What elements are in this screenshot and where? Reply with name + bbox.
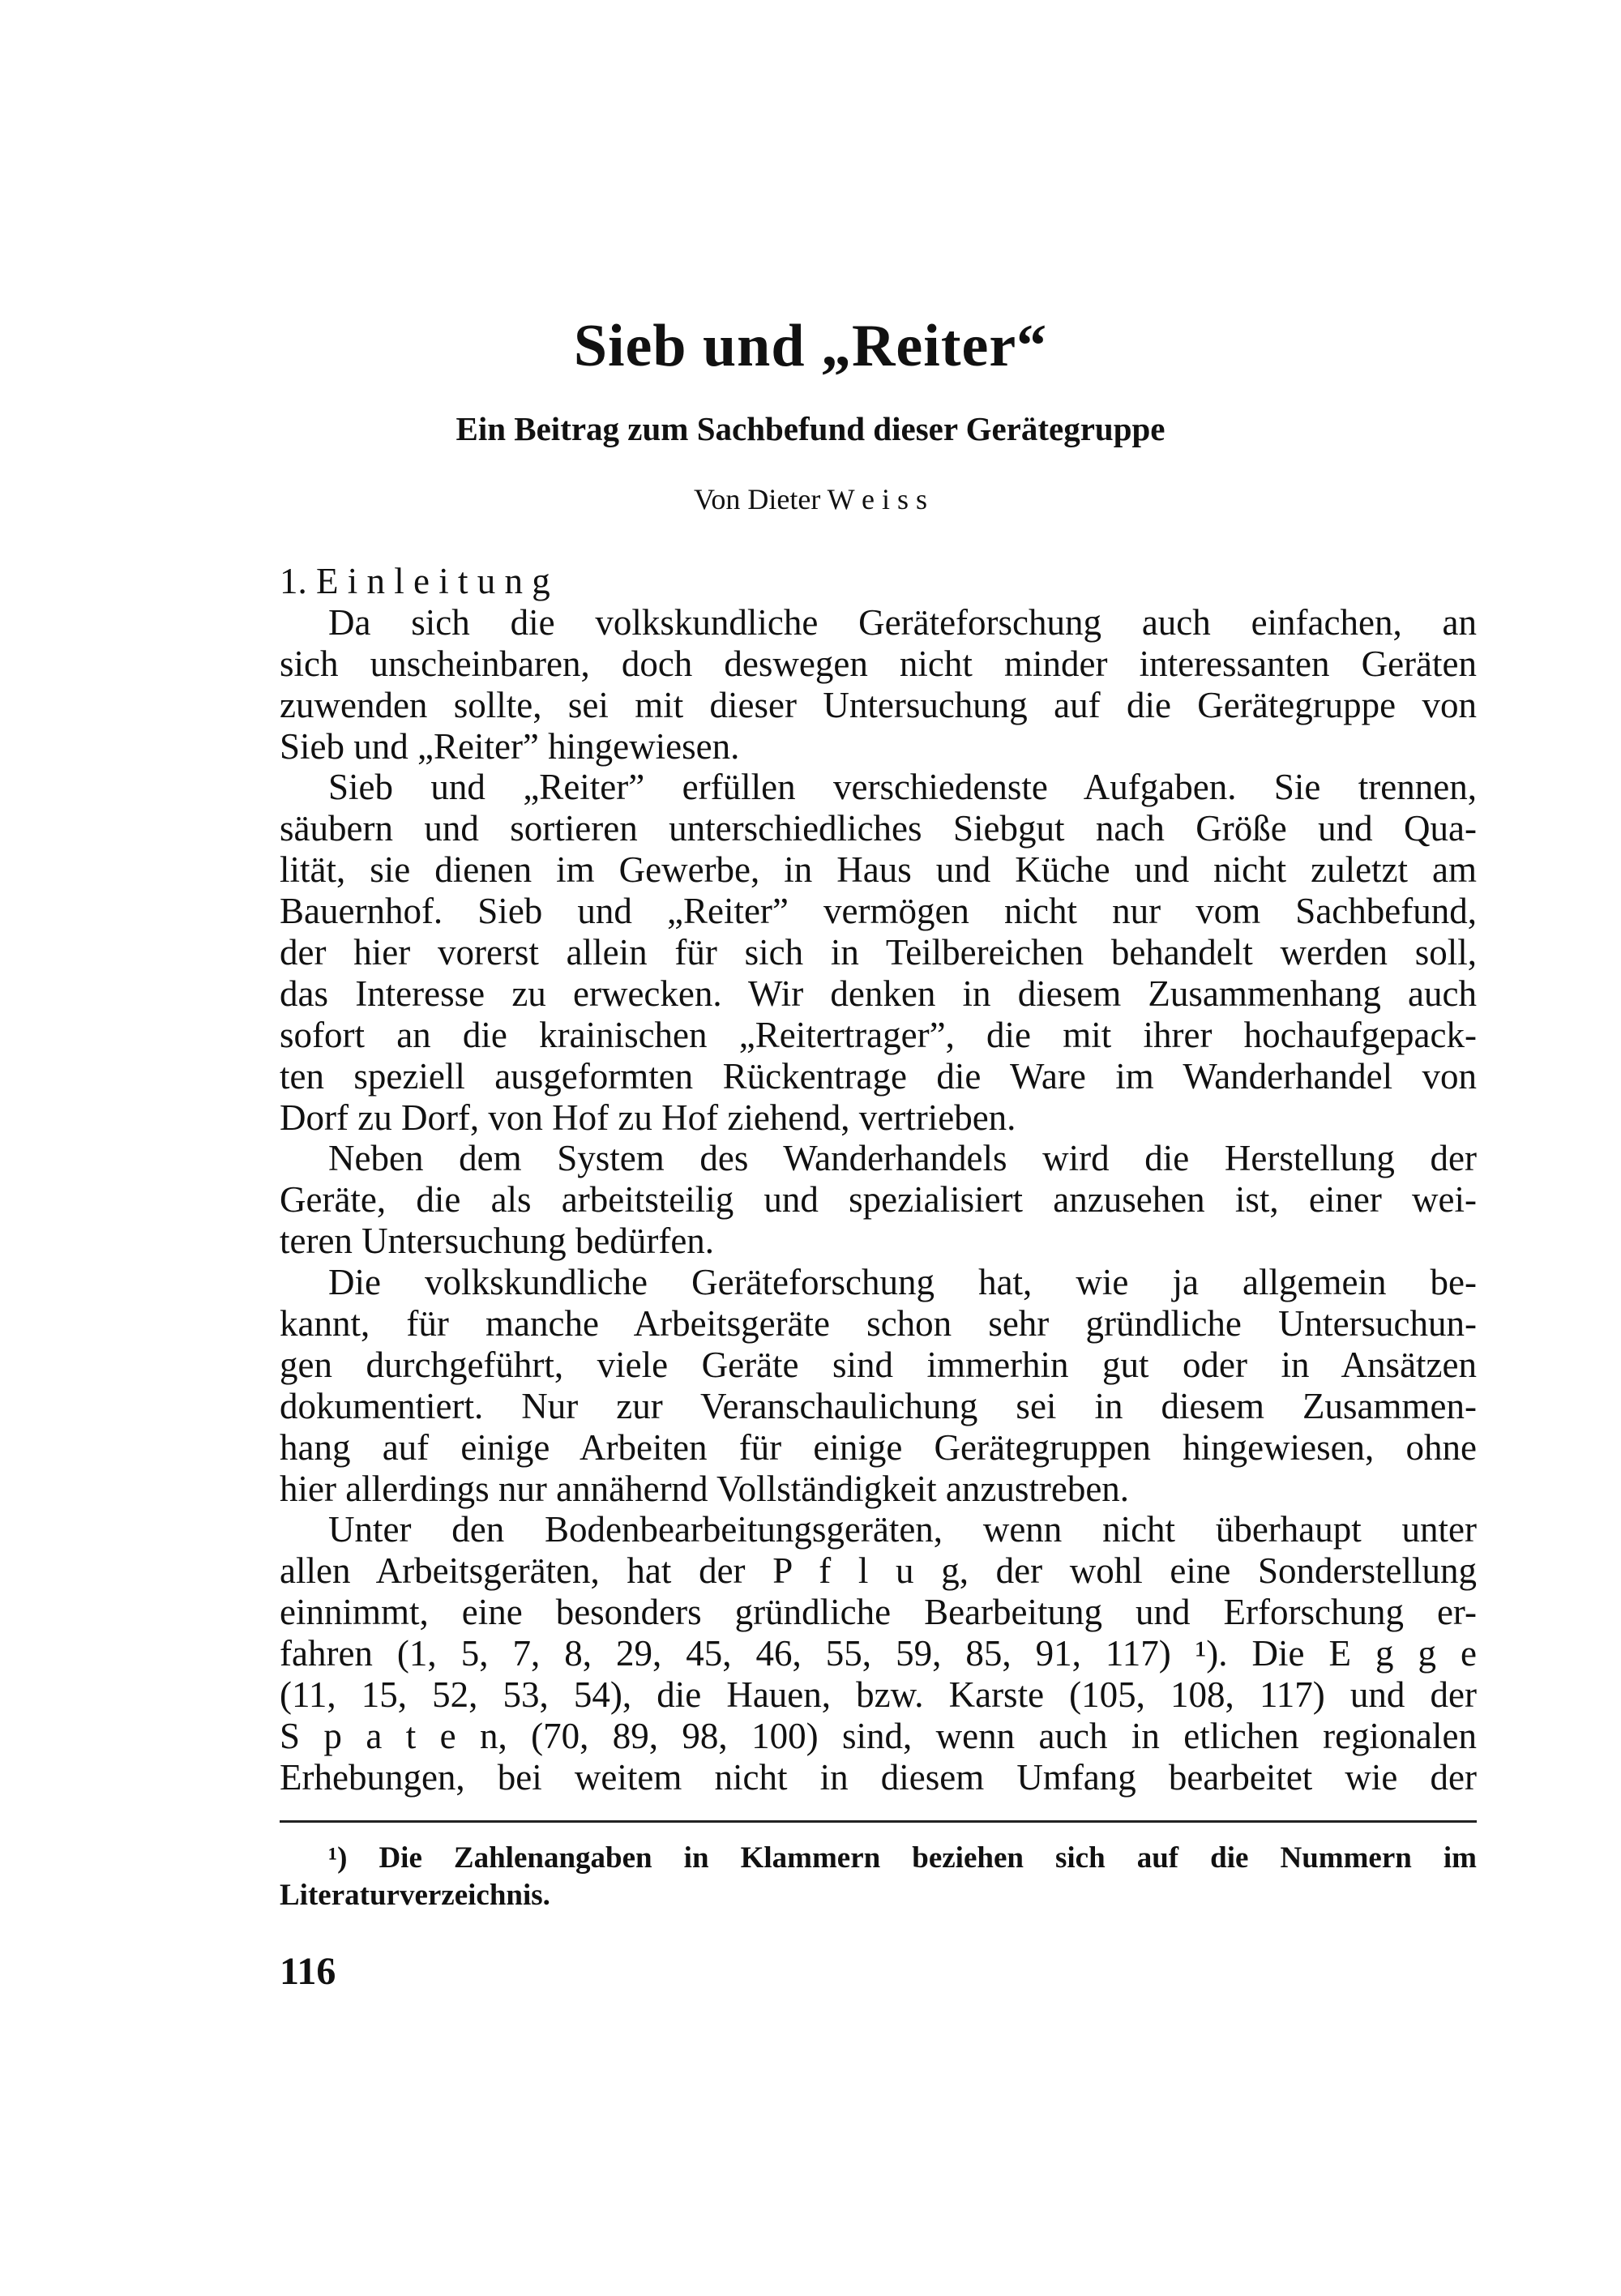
- paragraph-line: ten speziell ausgeformten Rückentrage die Ware im Wanderhandel von: [280, 1055, 1477, 1097]
- paragraph-line: einnimmt, eine besonders gründliche Bearbeitung und Erforschung er-: [280, 1592, 1477, 1633]
- paragraph-line: dokumentiert. Nur zur Veranschaulichung sei in diesem Zusammen-: [280, 1385, 1477, 1426]
- paragraph-line: allen Arbeitsgeräten, hat der P f l u g, der wohl eine Sonderstellung: [280, 1550, 1477, 1592]
- footnote-line: ¹) Die Zahlenangaben in Klammern beziehen sich auf die Nummern im: [328, 1841, 1477, 1875]
- section-heading: 1. E i n l e i t u n g: [280, 561, 550, 601]
- paragraph-line: Neben dem System des Wanderhandels wird die Herstellung der: [328, 1138, 1477, 1179]
- paragraph-line: zuwenden sollte, sei mit dieser Untersuchung auf die Gerätegruppe von: [280, 684, 1477, 725]
- paragraph-line: hier allerdings nur annähernd Vollständigkeit anzustreben.: [280, 1468, 1130, 1509]
- paragraph-line: Sieb und „Reiter” erfüllen verschiedenste Aufgaben. Sie trennen,: [328, 767, 1477, 808]
- paragraph-line: das Interesse zu erwecken. Wir denken in diesem Zusammenhang auch: [280, 973, 1477, 1014]
- footnote-divider: [280, 1820, 1477, 1823]
- paragraph-line: Geräte, die als arbeitsteilig und spezialisiert anzusehen ist, einer wei-: [280, 1179, 1477, 1221]
- page-number: 116: [280, 1950, 336, 1993]
- paragraph-line: gen durchgeführt, viele Geräte sind immerhin gut oder in Ansätzen: [280, 1344, 1477, 1385]
- paragraph-line: kannt, für manche Arbeitsgeräte schon sehr gründliche Untersuchun-: [280, 1303, 1477, 1345]
- paragraph-line: sich unscheinbaren, doch deswegen nicht minder interessanten Geräten: [280, 643, 1477, 684]
- paragraph-line: Dorf zu Dorf, von Hof zu Hof ziehend, vertrieben.: [280, 1097, 1016, 1138]
- paragraph-line: (11, 15, 52, 53, 54), die Hauen, bzw. Karste (105, 108, 117) und der: [280, 1674, 1477, 1716]
- paragraph-line: Erhebungen, bei weitem nicht in diesem Umfang bearbeitet wie der: [280, 1756, 1477, 1798]
- paragraph-line: sofort an die krainischen „Reitertrager”, die mit ihrer hochaufgepack-: [280, 1014, 1477, 1055]
- paragraph-line: Da sich die volkskundliche Geräteforschung auch einfachen, an: [328, 601, 1477, 643]
- footnote-line: Literaturverzeichnis.: [280, 1879, 550, 1912]
- paragraph-line: der hier vorerst allein für sich in Teilbereichen behandelt werden soll,: [280, 932, 1477, 973]
- article-body: [280, 561, 1477, 1798]
- article-author: Von Dieter W e i s s: [694, 483, 927, 515]
- paragraph-line: S p a t e n, (70, 89, 98, 100) sind, wenn auch in etlichen regionalen: [280, 1715, 1477, 1756]
- paragraph-line: fahren (1, 5, 7, 8, 29, 45, 46, 55, 59, 85, 91, 117) ¹). Die E g g e: [280, 1633, 1477, 1674]
- article-subtitle: Ein Beitrag zum Sachbefund dieser Gerätegruppe: [456, 410, 1165, 447]
- paragraph-line: Bauernhof. Sieb und „Reiter” vermögen nicht nur vom Sachbefund,: [280, 891, 1477, 932]
- paragraph-line: Unter den Bodenbearbeitungsgeräten, wenn nicht überhaupt unter: [328, 1509, 1477, 1550]
- paragraph-line: teren Untersuchung bedürfen.: [280, 1221, 715, 1262]
- paragraph-line: Die volkskundliche Geräteforschung hat, wie ja allgemein be-: [328, 1262, 1477, 1303]
- paragraph-line: lität, sie dienen im Gewerbe, in Haus und Küche und nicht zuletzt am: [280, 849, 1477, 891]
- paragraph-line: Sieb und „Reiter” hingewiesen.: [280, 725, 740, 767]
- article-title: Sieb und „Reiter“: [573, 313, 1048, 379]
- footnote: [280, 1840, 1477, 1914]
- paragraph-line: hang auf einige Arbeiten für einige Gerätegruppen hingewiesen, ohne: [280, 1426, 1477, 1468]
- paragraph-line: säubern und sortieren unterschiedliches Siebgut nach Größe und Qua-: [280, 808, 1477, 849]
